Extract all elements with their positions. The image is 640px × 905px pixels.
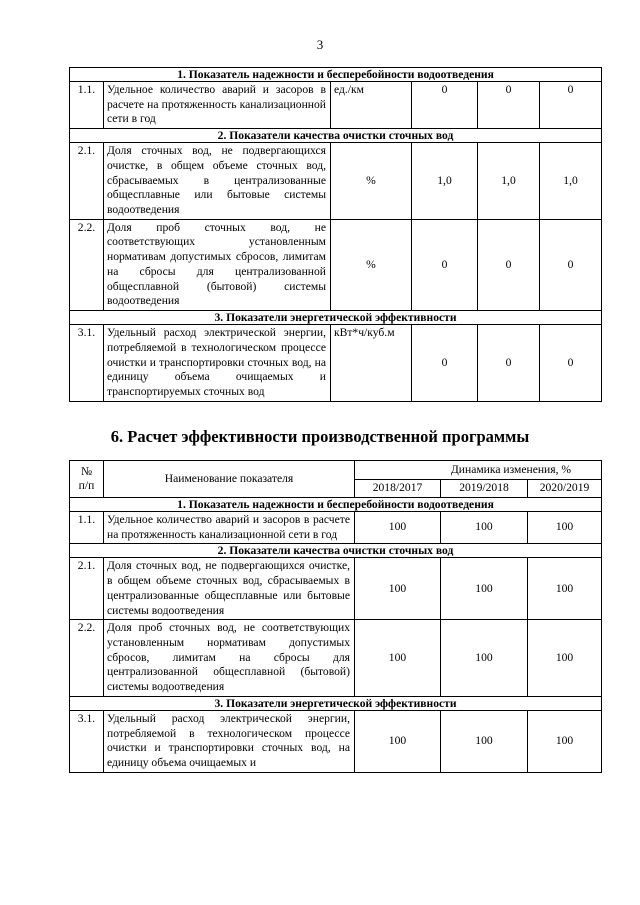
number-header — [70, 461, 104, 498]
section-header-1 — [70, 68, 602, 82]
value-2018: 0 — [412, 82, 478, 129]
value-2018: 100 — [355, 512, 441, 544]
section-heading: 6. Расчет эффективности производственной программы — [110, 427, 530, 446]
row-number: 1.1. — [70, 82, 104, 129]
indicator-name: Удельное количество аварий и засоров в расчете на протяженность канализационной сети в год — [104, 82, 331, 129]
value-2019: 0 — [478, 325, 540, 402]
value-2018: 0 — [412, 325, 478, 402]
value-2020: 100 — [528, 558, 602, 620]
section-title: 1. Показатель надежности и бесперебойности водоотведения — [70, 68, 602, 82]
row-number: 2.2. — [70, 219, 104, 310]
indicator-name: Доля сточных вод, не подвергающихся очистке, в общем объеме сточных вод, сбрасываемых в централизованные общесплавные или бытовые системы водоотведения — [104, 558, 355, 620]
section-title: 2. Показатели качества очистки сточных вод — [70, 129, 602, 143]
table-row — [70, 143, 602, 220]
value-2018: 100 — [355, 558, 441, 620]
value-2020: 0 — [540, 325, 602, 402]
value-2020: 0 — [540, 219, 602, 310]
section-header-2 — [70, 129, 602, 143]
value-2019: 1,0 — [478, 143, 540, 220]
indicators-table — [69, 67, 602, 402]
value-2018: 100 — [355, 710, 441, 772]
value-2020: 1,0 — [540, 143, 602, 220]
section-title: 3. Показатели энергетической эффективности — [70, 696, 602, 710]
row-number: 2.1. — [70, 143, 104, 220]
unit: % — [331, 143, 412, 220]
value-2019: 100 — [441, 710, 528, 772]
table-header — [70, 461, 602, 480]
value-2019: 0 — [478, 219, 540, 310]
unit: ед./км — [331, 82, 412, 129]
section-title: 3. Показатели энергетической эффективности — [70, 311, 602, 325]
table-row — [70, 512, 602, 544]
value-2018: 100 — [355, 620, 441, 697]
page-number: 3 — [316, 37, 324, 52]
year-header: 2018/2017 — [355, 479, 441, 498]
value-2020: 100 — [528, 710, 602, 772]
value-2018: 0 — [412, 219, 478, 310]
table-row — [70, 558, 602, 620]
table-row — [70, 82, 602, 129]
row-number: 3.1. — [70, 325, 104, 402]
section-title: 1. Показатель надежности и бесперебойности водоотведения — [70, 498, 602, 512]
section-header-2 — [70, 544, 602, 558]
table-row — [70, 325, 602, 402]
value-2019: 100 — [441, 512, 528, 544]
value-2020: 100 — [528, 620, 602, 697]
indicator-name: Удельное количество аварий и засоров в расчете на протяженность канализационной сети в год — [104, 512, 355, 544]
table-row — [70, 219, 602, 310]
value-2020: 0 — [540, 82, 602, 129]
section-header-3 — [70, 696, 602, 710]
value-2019: 0 — [478, 82, 540, 129]
year-header: 2020/2019 — [528, 479, 602, 498]
indicator-name: Доля проб сточных вод, не соответствующих установленным нормативам допустимых сбросов, лимитам на сбросы для централизованной общесплавной (бытовой) системы водоотведения — [104, 219, 331, 310]
indicator-name: Удельный расход электрической энергии, потребляемой в технологическом процессе очистки и транспортировки сточных вод, на единицу объема очищаемых и транспортируемых сточных вод — [104, 325, 331, 402]
section-header-1 — [70, 498, 602, 512]
indicator-name: Доля проб сточных вод, не соответствующих установленным нормативам допустимых сбросов, лимитам на сбросы для централизованной общесплавной (бытовой) системы водоотведения — [104, 620, 355, 697]
dynamics-header: Динамика изменения, % — [355, 461, 602, 480]
value-2018: 1,0 — [412, 143, 478, 220]
indicator-name: Удельный расход электрической энергии, потребляемой в технологическом процессе очистки и транспортировки сточных вод, на единицу объема очищаемых и — [104, 710, 355, 772]
indicator-name: Доля сточных вод, не подвергающихся очистке, в общем объеме сточных вод, сбрасываемых в централизованные общесплавные или бытовые системы водоотведения — [104, 143, 331, 220]
table-row — [70, 710, 602, 772]
row-number: 3.1. — [70, 710, 104, 772]
year-header: 2019/2018 — [441, 479, 528, 498]
unit: кВт*ч/куб.м — [331, 325, 412, 402]
row-number: 2.1. — [70, 558, 104, 620]
name-header: Наименование показателя — [104, 461, 355, 498]
number-header-line1: № — [80, 465, 93, 478]
section-title: 2. Показатели качества очистки сточных вод — [70, 544, 602, 558]
row-number: 2.2. — [70, 620, 104, 697]
number-header-line2: п/п — [78, 479, 95, 492]
value-2019: 100 — [441, 558, 528, 620]
section-header-3 — [70, 311, 602, 325]
efficiency-table — [69, 460, 602, 773]
value-2019: 100 — [441, 620, 528, 697]
row-number: 1.1. — [70, 512, 104, 544]
value-2020: 100 — [528, 512, 602, 544]
unit: % — [331, 219, 412, 310]
table-row — [70, 620, 602, 697]
